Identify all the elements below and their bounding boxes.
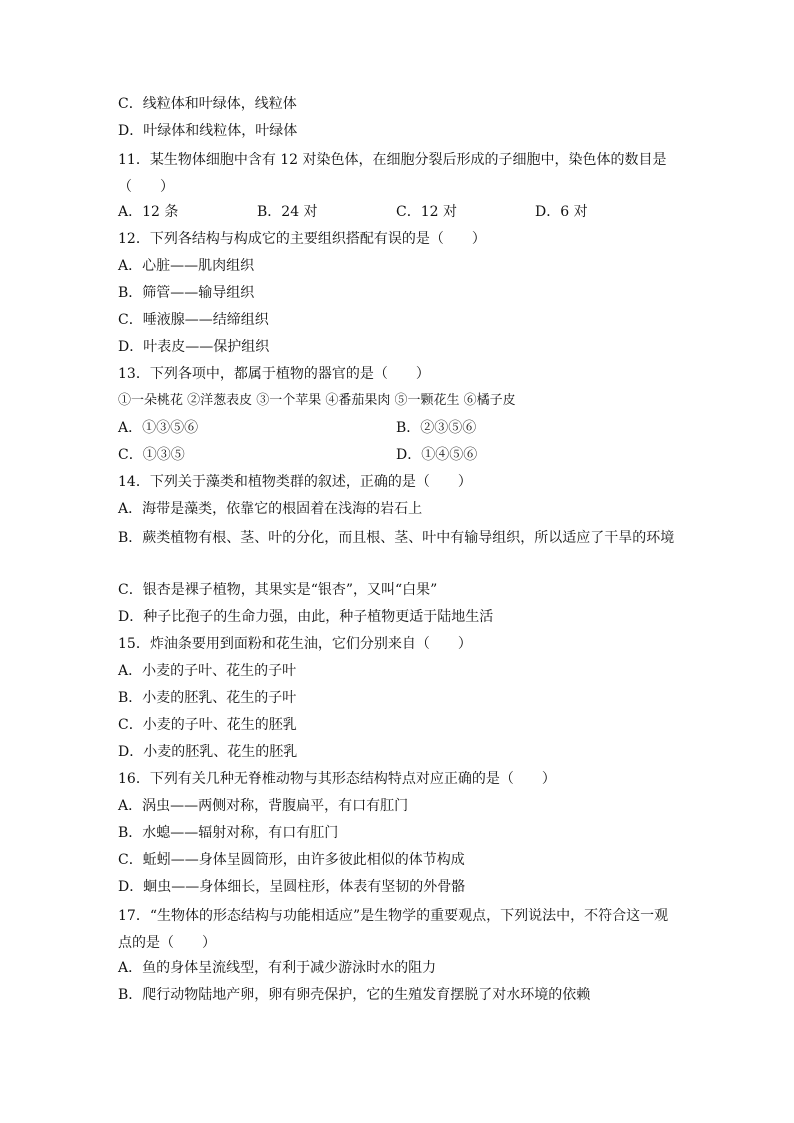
question-16-stem: 16．下列有关几种无脊椎动物与其形态结构特点对应正确的是（ ） — [118, 771, 556, 787]
option-d: D．蛔虫——身体细长，呈圆柱形，体表有坚韧的外骨骼 — [118, 879, 466, 895]
option-c: C．①③⑤ — [118, 447, 185, 463]
question-13-options-row1 — [118, 417, 678, 444]
option-c: C．蚯蚓——身体呈圆筒形，由许多彼此相似的体节构成 — [118, 852, 465, 868]
question-12-stem: 12．下列各结构与构成它的主要组织搭配有误的是（ ） — [118, 231, 486, 247]
question-11-options — [118, 201, 678, 228]
option-a: A．涡虫——两侧对称，背腹扁平，有口有肛门 — [118, 798, 409, 814]
question-13-options-row2 — [118, 444, 678, 471]
option-a: A．小麦的子叶、花生的子叶 — [118, 663, 297, 679]
question-14-stem: 14．下列关于藻类和植物类群的叙述，正确的是（ ） — [118, 474, 472, 490]
option-b: B．24 对 — [257, 204, 318, 220]
option-d: D．叶表皮——保护组织 — [118, 339, 270, 355]
question-13-items: ①一朵桃花 ②洋葱表皮 ③一个苹果 ④番茄果肉 ⑤一颗花生 ⑥橘子皮 — [118, 393, 516, 408]
option-c: C．线粒体和叶绿体，线粒体 — [118, 96, 297, 112]
option-b: B．小麦的胚乳、花生的子叶 — [118, 690, 297, 706]
option-b: B．蕨类植物有根、茎、叶的分化，而且根、茎、叶中有输导组织，所以适应了干旱的环境 — [118, 530, 675, 546]
option-d: D．种子比孢子的生命力强，由此，种子植物更适于陆地生活 — [118, 609, 494, 625]
question-17-stem: 17．“生物体的形态结构与功能相适应”是生物学的重要观点，下列说法中，不符合这一观点的是（ ） — [118, 908, 669, 951]
option-d: D．叶绿体和线粒体，叶绿体 — [118, 123, 298, 139]
question-15-stem: 15．炸油条要用到面粉和花生油，它们分别来自（ ） — [118, 636, 472, 652]
option-c: C．小麦的子叶、花生的胚乳 — [118, 717, 297, 733]
option-d: D．①④⑤⑥ — [396, 447, 478, 463]
option-a: A．心脏——肌肉组织 — [118, 258, 255, 274]
option-b: B．水螅——辐射对称，有口有肛门 — [118, 825, 339, 841]
option-b: B．爬行动物陆地产卵，卵有卵壳保护，它的生殖发育摆脱了对水环境的依赖 — [118, 987, 591, 1003]
question-13-stem: 13．下列各项中，都属于植物的器官的是（ ） — [118, 366, 430, 382]
option-c: C．12 对 — [396, 204, 457, 220]
option-b: B．筛管——输导组织 — [118, 285, 255, 301]
option-c: C．银杏是裸子植物，其果实是“银杏”，又叫“白果” — [118, 582, 438, 598]
option-b: B．②③⑤⑥ — [396, 420, 477, 436]
option-d: D．小麦的胚乳、花生的胚乳 — [118, 744, 298, 760]
option-d: D．6 对 — [535, 204, 588, 220]
option-a: A．海带是藻类，依靠它的根固着在浅海的岩石上 — [118, 501, 423, 517]
exam-page — [118, 93, 678, 1011]
option-a: A．12 条 — [118, 204, 179, 220]
option-c: C．唾液腺——结缔组织 — [118, 312, 269, 328]
option-a: A．鱼的身体呈流线型，有利于减少游泳时水的阻力 — [118, 960, 437, 976]
option-a: A．①③⑤⑥ — [118, 420, 199, 436]
question-11-stem: 11．某生物体细胞中含有 12 对染色体，在细胞分裂后形成的子细胞中，染色体的数目是（ ） — [118, 152, 667, 195]
